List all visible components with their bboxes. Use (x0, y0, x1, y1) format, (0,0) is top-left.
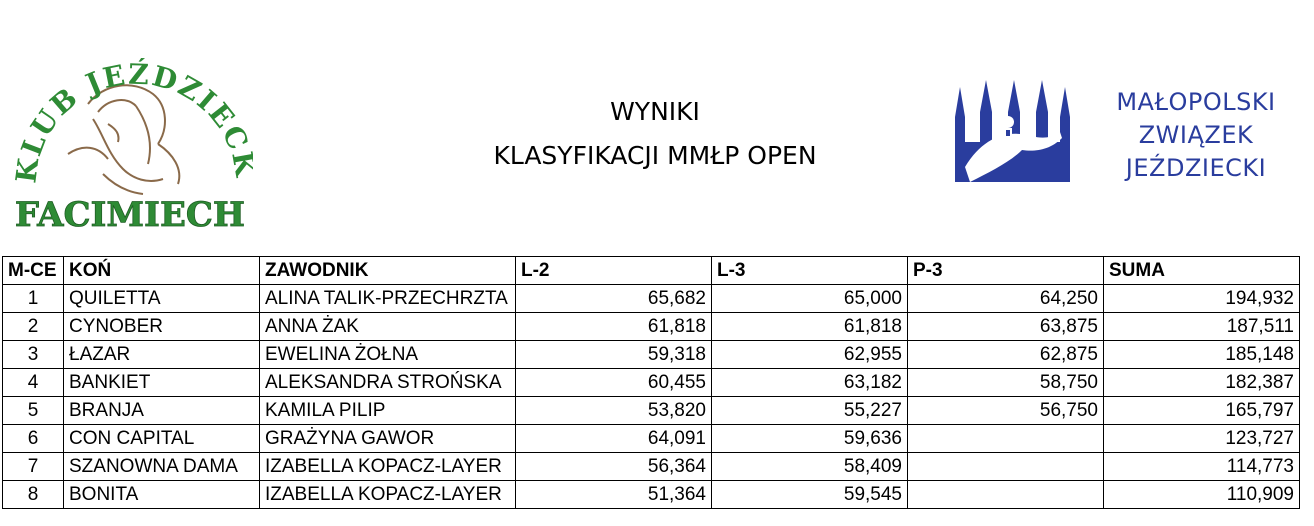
table-row (3, 369, 1300, 397)
results-table (2, 256, 1300, 509)
cell-p3: 56,750 (908, 397, 1104, 425)
cell-sum: 114,773 (1104, 453, 1300, 481)
header-place: M-CE (3, 257, 64, 285)
association-name (1086, 86, 1306, 185)
cell-l2: 65,682 (516, 285, 712, 313)
table-row (3, 397, 1300, 425)
table-row (3, 453, 1300, 481)
club-name-text: FACIMIECH (14, 195, 246, 234)
table-row (3, 313, 1300, 341)
cell-horse: CON CAPITAL (64, 425, 260, 453)
cell-place: 3 (3, 341, 64, 369)
table-row (3, 425, 1300, 453)
association-name-line-2: ZWIĄZEK (1138, 121, 1254, 149)
club-logo (8, 34, 253, 234)
cell-p3 (908, 481, 1104, 509)
cell-p3 (908, 453, 1104, 481)
cell-p3 (908, 425, 1104, 453)
cell-rider: KAMILA PILIP (260, 397, 516, 425)
page-title (430, 90, 880, 178)
cell-horse: BRANJA (64, 397, 260, 425)
header-sum: SUMA (1104, 257, 1300, 285)
cell-l3: 63,182 (712, 369, 908, 397)
club-arc-text: KLUB JEŹDZIEC (9, 57, 253, 185)
cell-place: 5 (3, 397, 64, 425)
cell-place: 4 (3, 369, 64, 397)
cell-place: 2 (3, 313, 64, 341)
cell-l2: 64,091 (516, 425, 712, 453)
cell-horse: ŁAZAR (64, 341, 260, 369)
table-row (3, 481, 1300, 509)
header-l3: L-3 (712, 257, 908, 285)
cell-horse: QUILETTA (64, 285, 260, 313)
cell-p3: 64,250 (908, 285, 1104, 313)
cell-l2: 56,364 (516, 453, 712, 481)
cell-sum: 187,511 (1104, 313, 1300, 341)
cell-l3: 55,227 (712, 397, 908, 425)
cell-rider: ANNA ŻAK (260, 313, 516, 341)
cell-p3: 63,875 (908, 313, 1104, 341)
cell-l3: 61,818 (712, 313, 908, 341)
cell-l2: 61,818 (516, 313, 712, 341)
cell-horse: SZANOWNA DAMA (64, 453, 260, 481)
cell-l2: 59,318 (516, 341, 712, 369)
cell-l2: 51,364 (516, 481, 712, 509)
table-row (3, 285, 1300, 313)
cell-place: 6 (3, 425, 64, 453)
cell-l3: 62,955 (712, 341, 908, 369)
cell-l3: 58,409 (712, 453, 908, 481)
cell-sum: 165,797 (1104, 397, 1300, 425)
header-rider: ZAWODNIK (260, 257, 516, 285)
association-name-line-1: MAŁOPOLSKI (1116, 88, 1276, 116)
table-row (3, 341, 1300, 369)
header-p3: P-3 (908, 257, 1104, 285)
cell-place: 7 (3, 453, 64, 481)
cell-rider: IZABELLA KOPACZ-LAYER (260, 481, 516, 509)
cell-rider: ALINA TALIK-PRZECHRZTA (260, 285, 516, 313)
cell-horse: BONITA (64, 481, 260, 509)
table-header-row (3, 257, 1300, 285)
cell-rider: ALEKSANDRA STROŃSKA (260, 369, 516, 397)
svg-text:KLUB JEŹDZIECKI (8, 34, 253, 185)
castle-rider-icon (950, 72, 1085, 197)
header-horse: KOŃ (64, 257, 260, 285)
cell-rider: EWELINA ŻOŁNA (260, 341, 516, 369)
cell-horse: BANKIET (64, 369, 260, 397)
cell-sum: 185,148 (1104, 341, 1300, 369)
cell-l2: 53,820 (516, 397, 712, 425)
cell-place: 8 (3, 481, 64, 509)
cell-sum: 182,387 (1104, 369, 1300, 397)
cell-p3: 62,875 (908, 341, 1104, 369)
cell-sum: 123,727 (1104, 425, 1300, 453)
cell-sum: 194,932 (1104, 285, 1300, 313)
cell-place: 1 (3, 285, 64, 313)
cell-rider: IZABELLA KOPACZ-LAYER (260, 453, 516, 481)
cell-p3: 58,750 (908, 369, 1104, 397)
cell-l3: 65,000 (712, 285, 908, 313)
horse-logo-icon (8, 34, 253, 234)
association-name-line-3: JEŹDZIECKI (1125, 154, 1267, 182)
cell-sum: 110,909 (1104, 481, 1300, 509)
title-line-2: KLASYFIKACJI MMŁP OPEN (493, 141, 817, 170)
cell-l3: 59,545 (712, 481, 908, 509)
cell-horse: CYNOBER (64, 313, 260, 341)
cell-l3: 59,636 (712, 425, 908, 453)
header-l2: L-2 (516, 257, 712, 285)
cell-rider: GRAŻYNA GAWOR (260, 425, 516, 453)
title-line-1: WYNIKI (610, 97, 700, 126)
cell-l2: 60,455 (516, 369, 712, 397)
